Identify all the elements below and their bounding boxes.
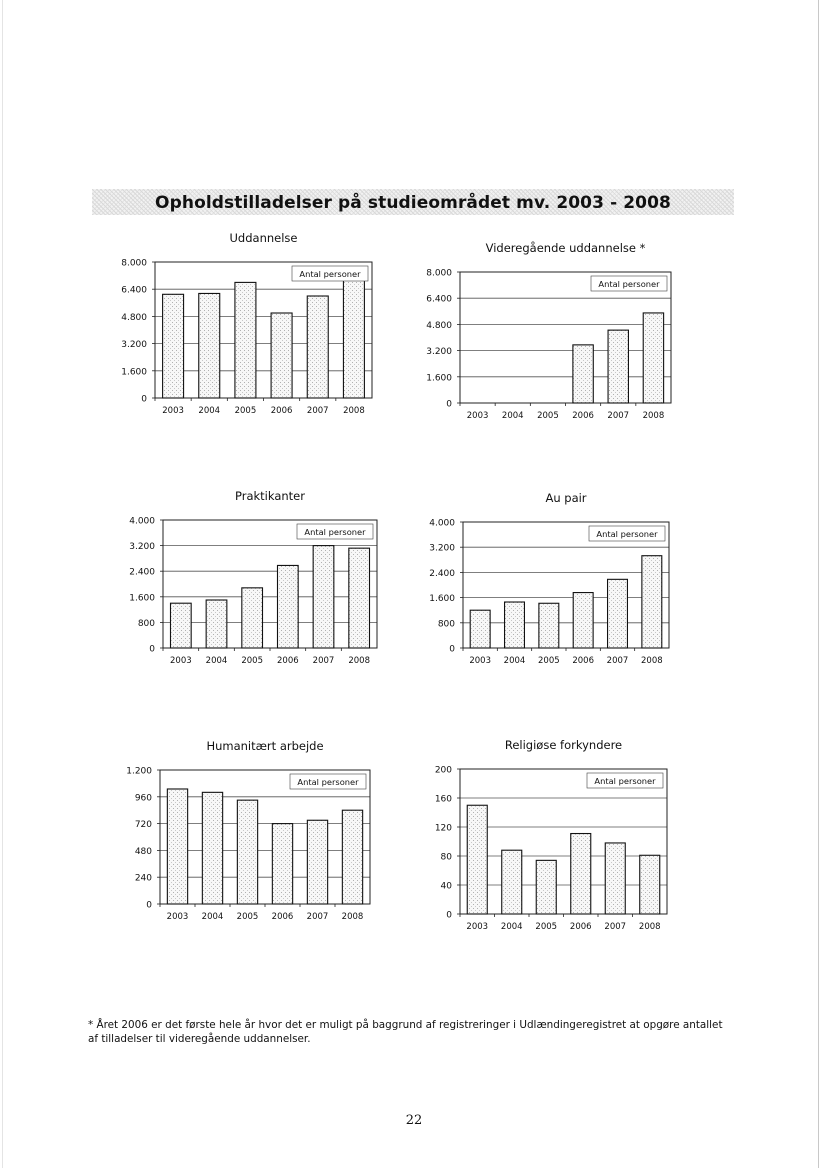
- y-tick-label: 0: [149, 644, 155, 655]
- y-tick-label: 6.400: [426, 294, 452, 305]
- y-tick-label: 200: [434, 765, 452, 776]
- plot-frame: [155, 262, 372, 398]
- x-tick-label-2004: 2004: [198, 406, 221, 416]
- x-tick-label-2004: 2004: [503, 656, 526, 666]
- y-tick-label: 0: [141, 394, 147, 405]
- y-tick-label: 80: [440, 852, 452, 863]
- footnote: * Året 2006 er det første hele år hvor det er muligt på baggrund af registreringer i Udlændingeregistret at opgøre antallet af tilladelser til videregående uddannelser.: [88, 1019, 723, 1045]
- chart-title: Uddannelse: [229, 231, 298, 245]
- x-tick-label-2006: 2006: [569, 922, 592, 932]
- x-tick-label-2008: 2008: [348, 656, 370, 666]
- bar-2008: [349, 548, 370, 648]
- x-tick-label-2008: 2008: [638, 922, 661, 932]
- x-tick-label-2005: 2005: [234, 406, 257, 416]
- x-tick-label-2004: 2004: [501, 411, 524, 421]
- y-tick-label: 0: [446, 910, 452, 921]
- bar-2006: [573, 593, 593, 648]
- chart-title: Praktikanter: [235, 489, 305, 503]
- legend-label: Antal personer: [596, 529, 658, 539]
- x-tick-label-2005: 2005: [537, 411, 559, 421]
- x-tick-label-2008: 2008: [641, 656, 663, 666]
- chart-title: Humanitært arbejde: [206, 739, 324, 753]
- bar-2003: [163, 294, 184, 398]
- y-tick-label: 800: [437, 619, 455, 630]
- y-tick-label: 2.400: [129, 567, 155, 578]
- bar-2005: [536, 860, 556, 914]
- bar-2005: [242, 588, 263, 648]
- bar-2006: [571, 834, 591, 914]
- x-tick-label-2003: 2003: [166, 912, 189, 922]
- legend-label: Antal personer: [304, 527, 366, 537]
- bar-2008: [343, 273, 364, 398]
- bar-2007: [307, 820, 327, 904]
- x-tick-label-2004: 2004: [205, 656, 228, 666]
- x-tick-label-2008: 2008: [642, 411, 665, 421]
- bar-2003: [470, 610, 490, 648]
- bar-2004: [505, 602, 525, 648]
- x-tick-label-2003: 2003: [466, 922, 489, 932]
- y-tick-label: 1.600: [129, 593, 155, 604]
- bar-2006: [271, 313, 292, 398]
- y-tick-label: 4.000: [429, 518, 455, 529]
- x-tick-label-2005: 2005: [236, 912, 259, 922]
- bar-2003: [467, 805, 487, 914]
- bar-2005: [235, 282, 256, 398]
- plot-frame: [160, 770, 370, 904]
- page-title: Opholdstilladelser på studieområdet mv. 2003 - 2008: [155, 193, 671, 213]
- x-tick-label-2005: 2005: [535, 922, 558, 932]
- plot-frame: [460, 272, 671, 403]
- y-tick-label: 4.800: [426, 320, 452, 331]
- x-tick-label-2006: 2006: [277, 656, 299, 666]
- y-tick-label: 6.400: [121, 285, 147, 296]
- y-tick-label: 4.000: [129, 516, 155, 527]
- x-tick-label-2007: 2007: [604, 922, 627, 932]
- x-tick-label-2007: 2007: [606, 656, 629, 666]
- bar-2005: [539, 603, 559, 648]
- bar-2003: [170, 603, 191, 648]
- chart-praktikanter: [105, 490, 405, 680]
- y-tick-label: 720: [134, 820, 152, 831]
- bar-2007: [313, 546, 334, 648]
- x-tick-label-2006: 2006: [270, 406, 293, 416]
- x-tick-label-2007: 2007: [306, 912, 329, 922]
- bar-2004: [199, 293, 220, 398]
- legend-label: Antal personer: [299, 269, 361, 279]
- y-tick-label: 160: [434, 794, 452, 805]
- x-tick-label-2008: 2008: [343, 406, 365, 416]
- x-tick-label-2005: 2005: [538, 656, 560, 666]
- y-tick-label: 40: [440, 881, 452, 892]
- y-tick-label: 3.200: [429, 543, 455, 554]
- chart-title: Religiøse forkyndere: [504, 738, 623, 752]
- plot-frame: [460, 769, 667, 914]
- y-tick-label: 240: [134, 873, 152, 884]
- bar-2007: [608, 579, 628, 648]
- chart-au-pair: [405, 490, 705, 680]
- bar-2004: [206, 600, 227, 648]
- page-number: 22: [405, 1113, 423, 1128]
- bar-2005: [237, 800, 257, 904]
- y-tick-label: 2.400: [429, 568, 455, 579]
- chart-humanitaert-arbejde: [105, 732, 405, 932]
- bar-2007: [608, 330, 628, 403]
- y-tick-label: 8.000: [121, 258, 147, 269]
- bar-2004: [202, 792, 222, 904]
- bar-2004: [502, 850, 522, 914]
- x-tick-label-2003: 2003: [162, 406, 184, 416]
- x-tick-label-2007: 2007: [607, 411, 630, 421]
- y-tick-label: 8.000: [426, 268, 452, 279]
- y-tick-label: 0: [446, 399, 452, 410]
- x-tick-label-2003: 2003: [170, 656, 192, 666]
- y-tick-label: 0: [449, 644, 455, 655]
- y-tick-label: 1.200: [126, 766, 152, 777]
- legend-label: Antal personer: [598, 279, 660, 289]
- bar-2007: [605, 843, 625, 914]
- bar-2008: [643, 313, 663, 403]
- x-tick-label-2005: 2005: [241, 656, 263, 666]
- x-tick-label-2007: 2007: [312, 656, 335, 666]
- chart-religioese-forkyndere: [405, 732, 705, 942]
- bar-2006: [277, 565, 298, 648]
- x-tick-label-2003: 2003: [466, 411, 489, 421]
- x-tick-label-2006: 2006: [271, 912, 294, 922]
- bar-2008: [640, 855, 660, 914]
- y-tick-label: 480: [134, 846, 152, 857]
- page-edge-right: [818, 0, 819, 1168]
- y-tick-label: 3.200: [129, 542, 155, 553]
- x-tick-label-2006: 2006: [572, 411, 594, 421]
- x-tick-label-2006: 2006: [572, 656, 594, 666]
- bar-2008: [342, 810, 362, 904]
- x-tick-label-2008: 2008: [341, 912, 364, 922]
- x-tick-label-2004: 2004: [201, 912, 224, 922]
- y-tick-label: 3.200: [121, 340, 147, 351]
- bar-2006: [573, 345, 593, 403]
- chart-title: Au pair: [545, 491, 587, 505]
- chart-videregaaende-uddannelse: [405, 234, 705, 434]
- bar-2008: [642, 556, 662, 648]
- bar-2006: [272, 824, 292, 904]
- y-tick-label: 3.200: [426, 347, 452, 358]
- y-tick-label: 1.600: [429, 594, 455, 605]
- bar-2003: [167, 789, 187, 904]
- bar-2007: [307, 296, 328, 398]
- y-tick-label: 960: [134, 793, 152, 804]
- chart-uddannelse: [100, 226, 400, 426]
- y-tick-label: 0: [146, 900, 152, 911]
- x-tick-label-2004: 2004: [500, 922, 523, 932]
- y-tick-label: 1.600: [426, 373, 452, 384]
- legend-label: Antal personer: [594, 776, 656, 786]
- x-tick-label-2003: 2003: [469, 656, 491, 666]
- legend-label: Antal personer: [297, 777, 359, 787]
- x-tick-label-2007: 2007: [306, 406, 329, 416]
- page-edge-left: [2, 0, 3, 1168]
- chart-title: Videregående uddannelse *: [485, 241, 646, 255]
- y-tick-label: 120: [434, 823, 452, 834]
- y-tick-label: 4.800: [121, 312, 147, 323]
- y-tick-label: 1.600: [121, 367, 147, 378]
- y-tick-label: 800: [137, 618, 155, 629]
